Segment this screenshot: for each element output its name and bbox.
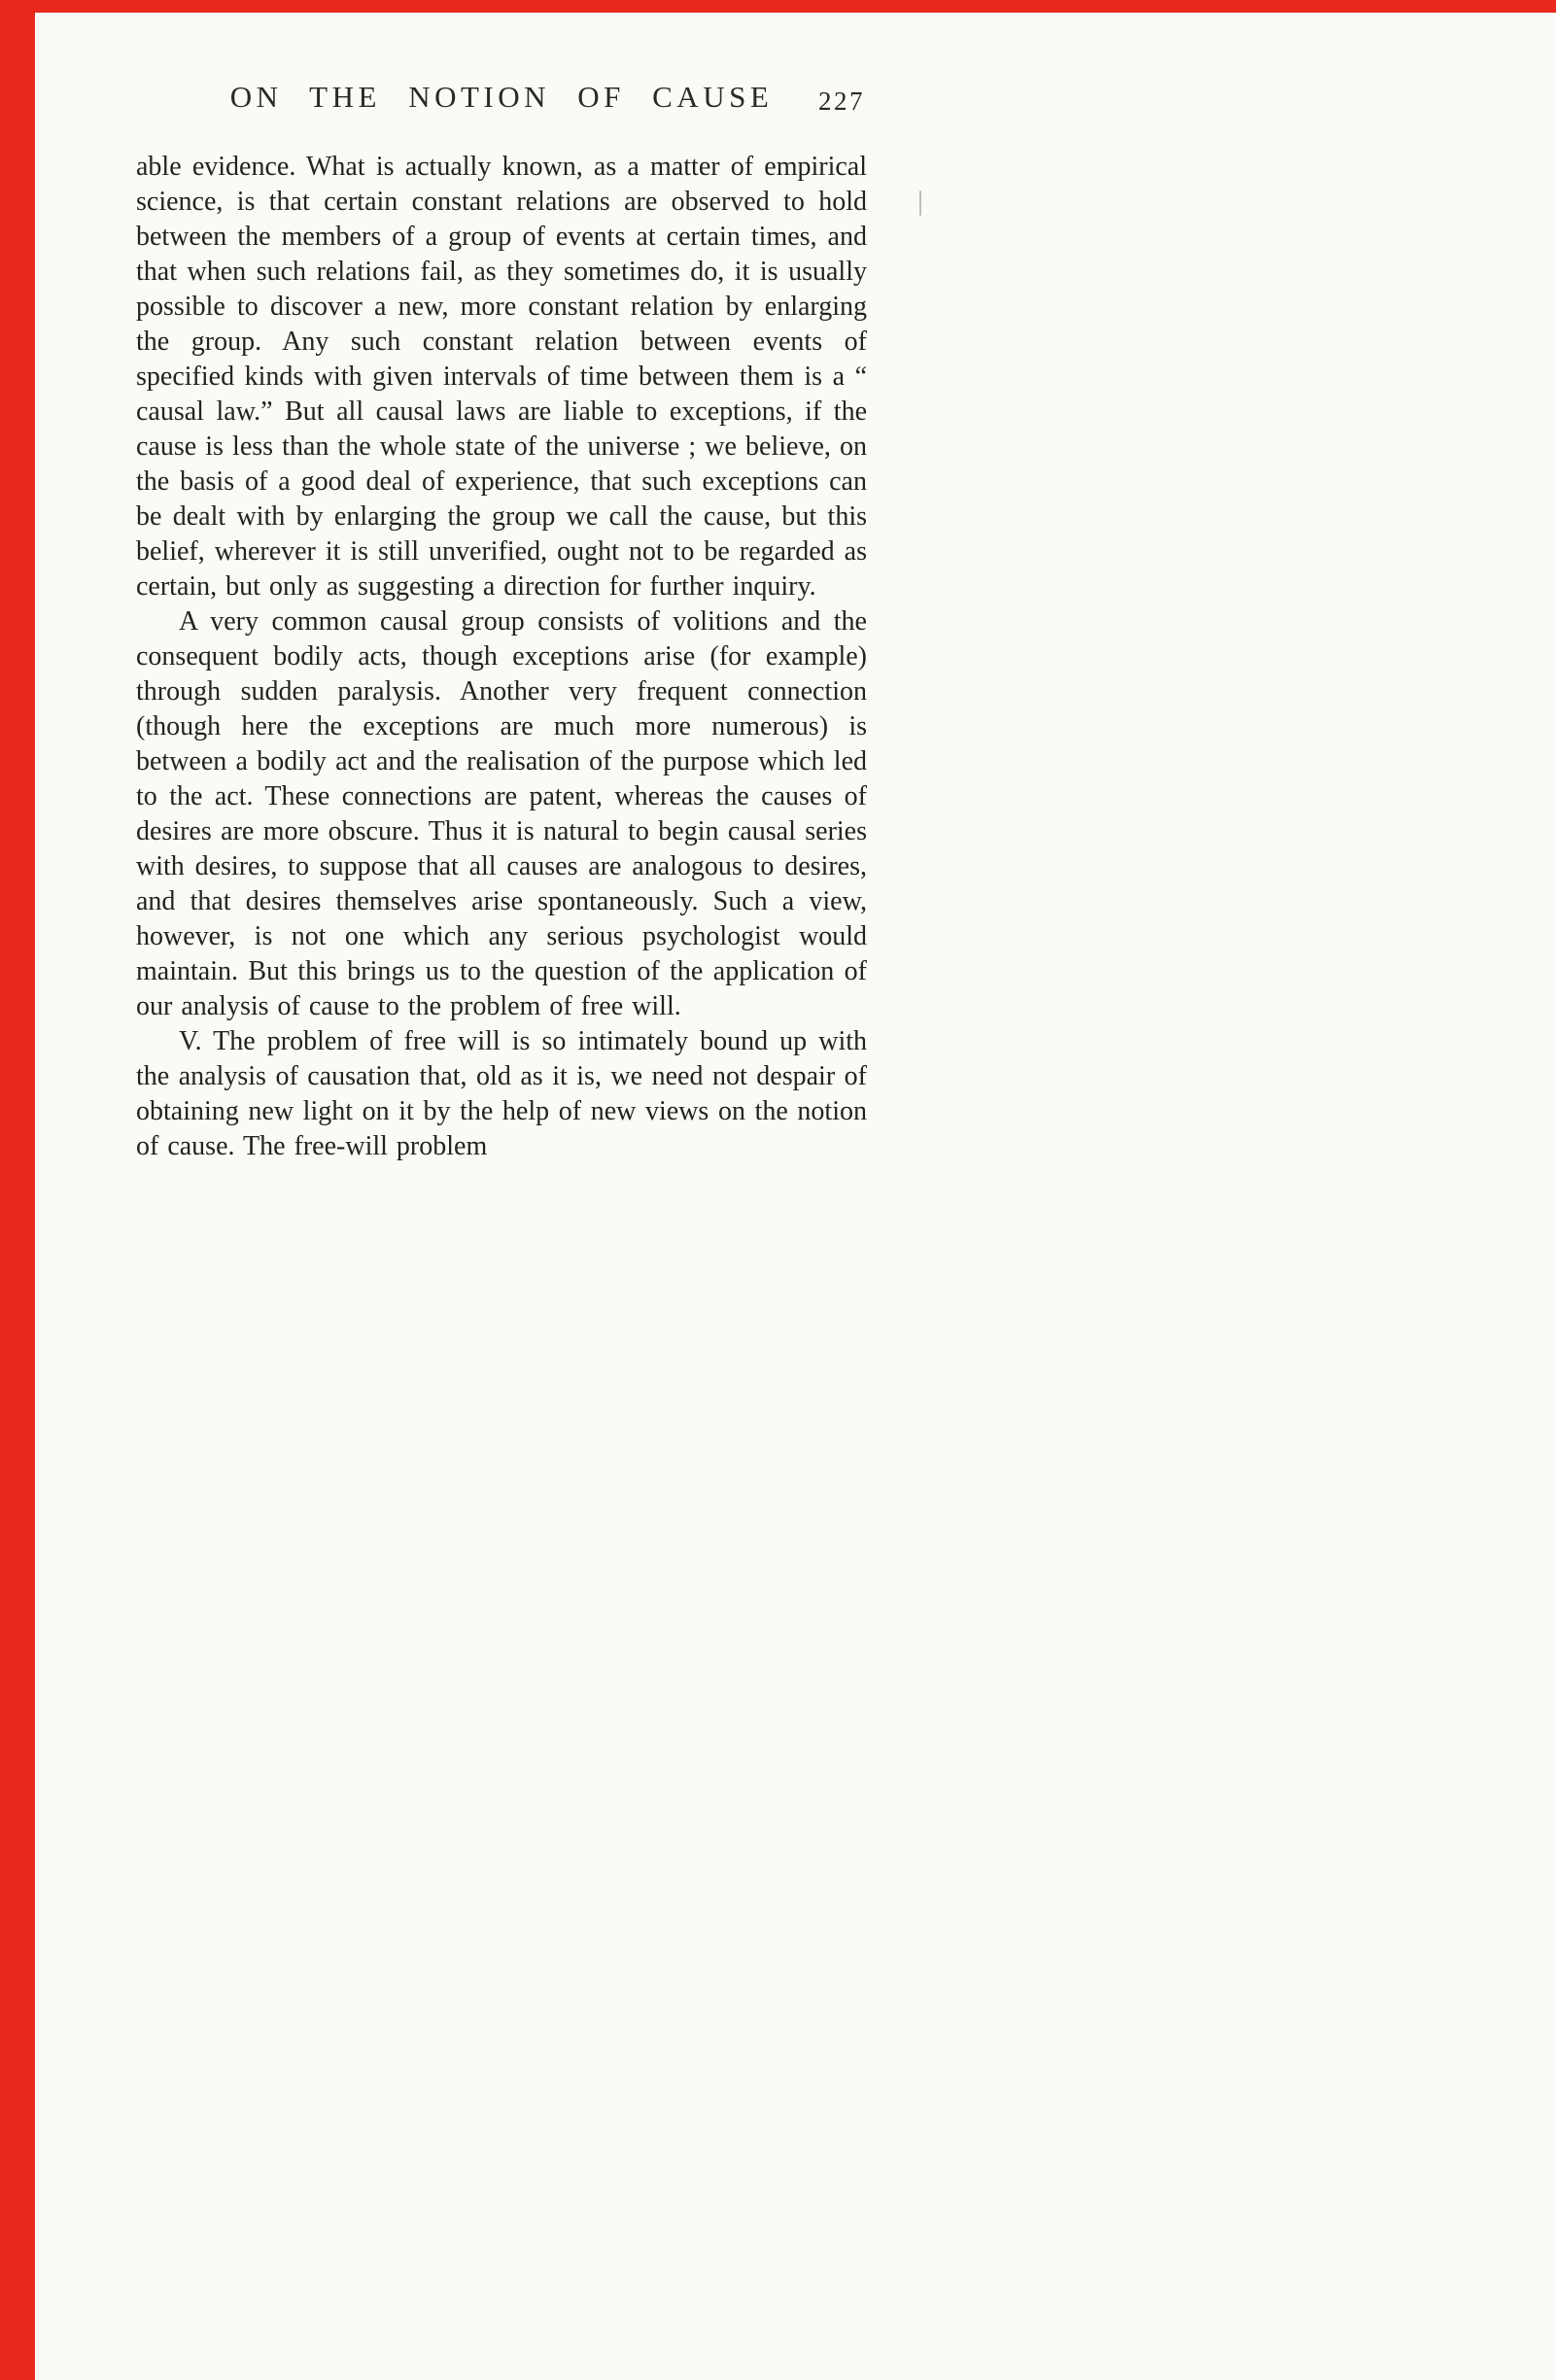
- body-text: [136, 150, 867, 1164]
- body-paragraph: A very common causal group consists of volitions and the consequent bodily acts, though exceptions arise (for example) through sudden paralysis. Another very frequent connection (though here the exceptions are much more numerous) is between a bodily act and the realisation of the purpose which led to the act. These connections are patent, whereas the causes of desires are more obscure. Thus it is natural to begin causal series with desires, to suppose that all causes are analogous to desires, and that desires themselves arise spontaneously. Such a view, however, is not one which any serious psychologist would maintain. But this brings us to the question of the application of our analysis of cause to the problem of free will.: [136, 606, 867, 1021]
- text-column: [136, 80, 867, 1164]
- page-number: 227: [818, 86, 865, 116]
- running-head-title: ON THE NOTION OF CAUSE: [229, 80, 774, 114]
- page-header: [136, 80, 867, 126]
- scan-artifact-mark: [919, 190, 921, 216]
- scan-edge-left: [0, 0, 35, 2380]
- body-paragraph: V. The problem of free will is so intimately bound up with the analysis of causation that, old as it is, we need not despair of obtaining new light on it by the help of new views on the notion of cause. The free-will problem: [136, 1026, 867, 1161]
- body-paragraph: able evidence. What is actually known, as a matter of empirical science, is that certain constant relations are observed to hold between the members of a group of events at certain times, and that when such relations fail, as they sometimes do, it is usually possible to discover a new, more constant relation by enlarging the group. Any such constant relation between events of specified kinds with given intervals of time between them is a “ causal law.” But all causal laws are liable to exceptions, if the cause is less than the whole state of the universe ; we believe, on the basis of a good deal of experience, that such exceptions can be dealt with by enlarging the group we call the cause, but this belief, wherever it is still unverified, ought not to be regarded as certain, but only as suggesting a direction for further inquiry.: [136, 152, 867, 602]
- scan-edge-top: [0, 0, 1556, 13]
